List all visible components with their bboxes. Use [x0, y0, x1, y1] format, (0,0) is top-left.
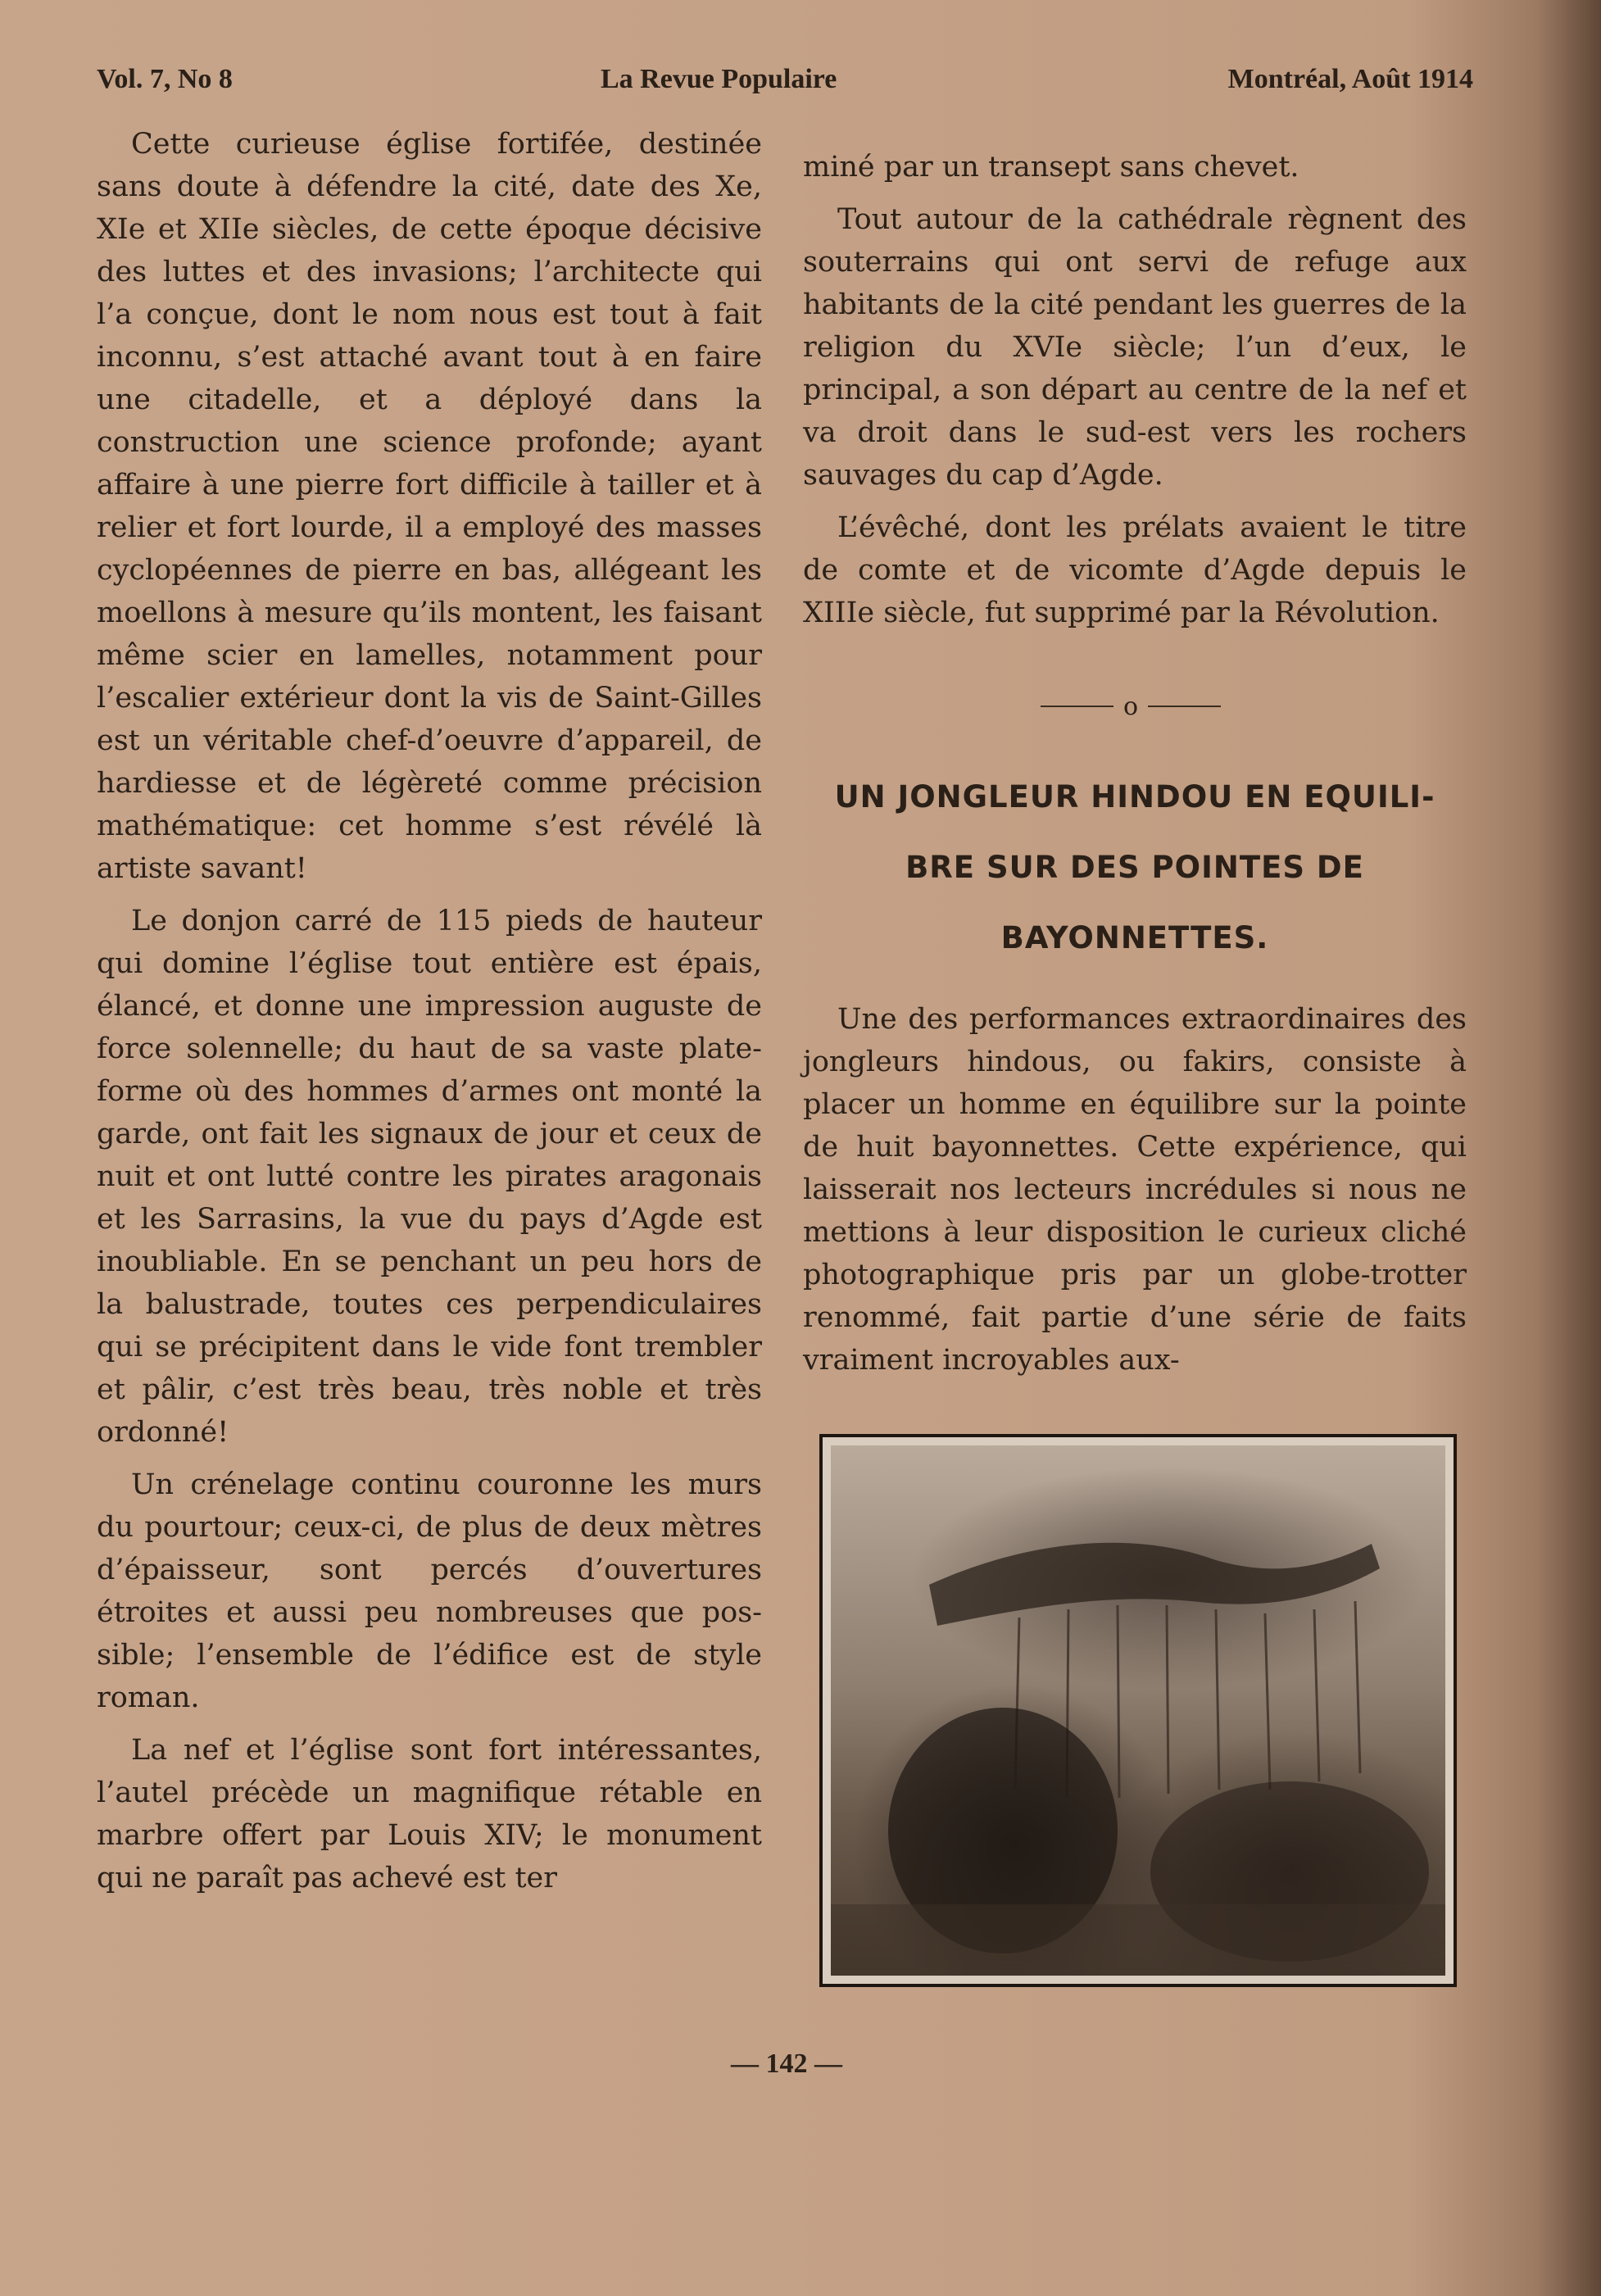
right-column-top [803, 146, 1467, 644]
photograph-juggler [831, 1445, 1445, 1976]
article-body [803, 998, 1467, 1391]
paragraph: La nef et l’église sont fort intéressantes, l’autel précède un magnifique rétable en marbre offert par Louis XIV; le monument qui ne paraît pas achevé est ter [97, 1734, 762, 1894]
paragraph-continuation: miné par un transept sans chevet. [803, 151, 1299, 184]
publication-title: La Revue Populaire [601, 64, 837, 94]
running-header [97, 64, 1473, 105]
paragraph: Tout autour de la cathédrale règnent des souterrains qui ont servi de refuge aux habitants de la cité pendant les guerres de la religion du XVIe siècle; l’un d’eux, le principal, a son départ au centre de la nef et va droit dans le sud-est vers les rochers sauvages du cap d’Agde. [803, 203, 1467, 492]
place-date: Montréal, Août 1914 [1227, 64, 1473, 94]
paragraph: L’évêché, dont les prélats avaient le titre de comte et de vicomte d’Agde depuis le XIIIe siècle, fut supprimé par la Révolution. [803, 511, 1467, 629]
paragraph: Un crénelage continu couronne les murs du pourtour; ceux-ci, de plus de deux mètres d’épaisseur, sont percés d’ouvertures étroites et aussi peu nombreuses que possible; l’ensemble de l’édifice est de style roman. [97, 1468, 762, 1714]
photograph-illustration [831, 1445, 1445, 1976]
divider-mark: o [1123, 692, 1139, 721]
divider-rule [1041, 706, 1113, 707]
article-title [803, 762, 1467, 973]
paragraph: Une des performances extraordinaires des jongleurs hindous, ou fakirs, consiste à placer un homme en équilibre sur la pointe de huit bayonnettes. Cette expérience, qui laisserait nos lecteurs incrédules si nous ne mettions à leur disposition le curieux cliché photographique pris par un globe-trotter renommé, fait partie d’une série de faits vraiment incroyables aux- [803, 1003, 1467, 1377]
title-line: BRE SUR DES POINTES DE [905, 850, 1364, 885]
page-number: — 142 — [731, 2049, 842, 2079]
photograph-frame [819, 1434, 1457, 1987]
title-line: BAYONNETTES. [1000, 920, 1269, 955]
left-column [97, 123, 762, 2032]
title-line: UN JONGLEUR HINDOU EN EQUILI- [834, 779, 1435, 814]
divider-rule [1148, 706, 1221, 707]
volume-number: Vol. 7, No 8 [97, 64, 233, 94]
section-divider [1041, 690, 1221, 723]
paragraph: Cette curieuse église fortifée, destinée sans doute à défendre la cité, date des Xe, XIe et XIIe siècles, de cette époque décisive des luttes et des invasions; l’architecte qui l’a conçue, dont le nom nous est tout à fait inconnu, s’est attaché avant tout à en faire une citadelle, et a déployé dans la construction une science profonde; ayant affaire à une pierre fort difficile à tailler et à relier et fort lourde, il a employé des masses cyclopéennes de pierre en bas, allégeant les moellons à mesure qu’ils montent, les faisant même scier en lamelles, notamment pour l’escalier extérieur dont la vis de Saint-Gilles est un véritable chef-d’oeuvre d’appareil, de hardiesse et de légèreté comme précision mathématique: cet homme s’est révélé là artiste savant! [97, 128, 762, 885]
paragraph: Le donjon carré de 115 pieds de hauteur qui domine l’église tout entière est épais, élancé, et donne une impression auguste de force solennelle; du haut de sa vaste plate-forme où des hommes d’armes ont monté la garde, ont fait les signaux de jour et ceux de nuit et ont lutté contre les pirates aragonais et les Sarrasins, la vue du pays d’Agde est inoubliable. En se penchant un peu hors de la balustrade, toutes ces perpendiculaires qui se précipitent dans le vide font trembler et pâlir, c’est très beau, très noble et très ordonné! [97, 905, 762, 1449]
